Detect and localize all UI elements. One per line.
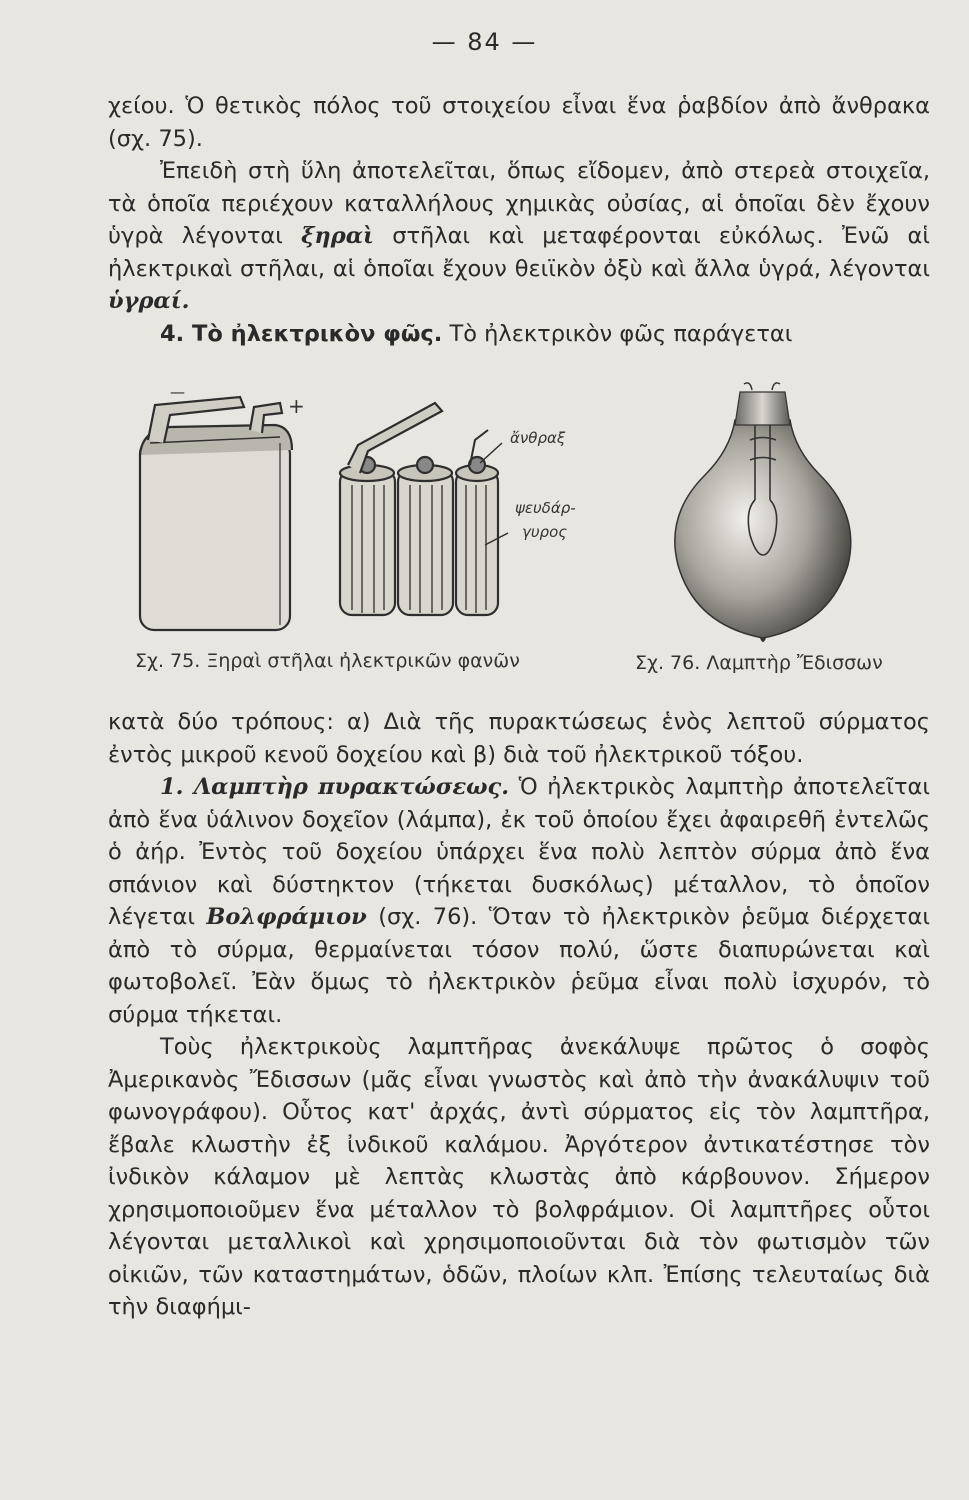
- figure-75-dry-cells: [130, 385, 630, 645]
- lamp-bulb: [675, 420, 851, 638]
- figure-75-caption: Σχ. 75. Ξηραὶ στῆλαι ἠλεκτρικῶν φανῶν: [135, 650, 520, 672]
- plus-sign: +: [288, 394, 305, 418]
- paragraph-5: 1. Λαμπτὴρ πυρακτώσεως. Ὁ ἠλεκτρικὸς λαμπτὴρ ἀποτελεῖται ἀπὸ ἕνα ὑάλινον δοχεῖον (λάμπα), ἐκ τοῦ ὁποίου ἔχει ἀφαιρεθῆ ἐντελῶς ὁ ἀήρ. Ἐντὸς τοῦ δοχείου ὑπάρχει ἕνα πολὺ λεπτὸν σύρμα ἀπὸ ἕνα σπάνιον καὶ δύστηκτον (τήκεται δυσκόλως) μέταλλον, τὸ ὁποῖον λέγεται Βολφράμιον (σχ. 76). Ὅταν τὸ ἠλεκτρικὸν ῥεῦμα διέρχεται ἀπὸ τὸ σύρμα, θερμαίνεται τόσον πολύ, ὥστε διαπυρώνεται καὶ φωτοβολεῖ. Ἐὰν ὅμως τὸ ἠλεκτρικὸν ῥεῦμα εἶναι πολὺ ἰσχυρόν, τὸ σύρμα τήκεται.: [108, 774, 931, 1028]
- figure-76-caption: Σχ. 76. Λαμπτὴρ Ἔδισσων: [635, 652, 883, 674]
- term-tungsten: Βολφράμιον: [206, 904, 367, 930]
- figure-76-edison-lamp: [660, 380, 880, 645]
- page-number: — 84 —: [431, 28, 538, 56]
- label-graphite-line-1: ψευδάρ-: [515, 499, 576, 517]
- paragraph-2: Ἐπειδὴ στὴ ὕλη ἀποτελεῖται, ὅπως εἴδομεν, ἀπὸ στερεὰ στοιχεῖα, τὰ ὁποῖα περιέχουν καταλλήλους χημικὰς οὐσίας, αἱ ὁποῖαι δὲν ἔχουν ὑγρὰ λέγονται ξηραὶ στῆλαι καὶ μεταφέρονται εὐκόλως. Ἐνῶ αἱ ἠλεκτρικαὶ στῆλαι, αἱ ὁποῖαι ἔχουν θειϊκὸν ὀξὺ καὶ ἄλλα ὑγρά, λέγονται ὑγραί.: [108, 158, 930, 314]
- paragraph-1: χείου. Ὁ θετικὸς πόλος τοῦ στοιχείου εἶναι ἕνα ῥαβδίον ἀπὸ ἄνθρακα (σχ. 75).: [108, 93, 930, 152]
- label-graphite-line-2: γυρος: [522, 523, 568, 541]
- label-carbon: ἄνθραξ: [510, 429, 566, 447]
- term-xirai: ξηραὶ: [301, 223, 374, 249]
- text-block-bottom: [108, 706, 930, 1324]
- paragraph-3: 4. Τὸ ἠλεκτρικὸν φῶς. Τὸ ἠλεκτρικὸν φῶς παράγεται: [160, 320, 793, 347]
- lamp-neck: [735, 392, 790, 425]
- section-heading-electric-light: 4. Τὸ ἠλεκτρικὸν φῶς.: [160, 320, 443, 347]
- battery-box: [140, 440, 290, 630]
- section-heading-incandescent-lamp: 1. Λαμπτὴρ πυρακτώσεως.: [160, 774, 510, 800]
- text-block-top: [108, 90, 930, 350]
- term-ygrai: ὑγραί.: [108, 288, 190, 314]
- minus-sign: —: [170, 385, 185, 401]
- paragraph-6: Τοὺς ἠλεκτρικοὺς λαμπτῆρας ἀνεκάλυψε πρῶτος ὁ σοφὸς Ἀμερικανὸς Ἔδισσων (μᾶς εἶναι γνωστὸς καὶ ἀπὸ τὴν ἀνακάλυψιν τοῦ φωνογράφου). Οὗτος κατ' ἀρχάς, ἀντὶ σύρματος εἰς τὸν λαμπτῆρα, ἔβαλε κλωστὴν ἐξ ἰνδικοῦ καλάμου. Ἀργότερον ἀντικατέστησε τὸν ἰνδικὸν κάλαμον μὲ λεπτὰς κλωστὰς ἀπὸ κάρβουνον. Σήμερον χρησιμοποιοῦμεν ἕνα μέταλλον τὸ βολφράμιον. Οἱ λαμπτῆρες οὗτοι λέγονται μεταλλικοὶ καὶ χρησιμοποιοῦνται διὰ τὸν φωτισμὸν τῶν οἰκιῶν, τῶν καταστημάτων, ὁδῶν, πλοίων κλπ. Ἐπίσης τελευταίως διὰ τὴν διαφήμι-: [108, 1034, 930, 1320]
- cylinder-cells: [340, 403, 498, 615]
- paragraph-4: κατὰ δύο τρόπους: α) Διὰ τῆς πυρακτώσεως ἑνὸς λεπτοῦ σύρματος ἐντὸς μικροῦ κενοῦ δοχείου καὶ β) διὰ τοῦ ἠλεκτρικοῦ τόξου.: [108, 709, 930, 768]
